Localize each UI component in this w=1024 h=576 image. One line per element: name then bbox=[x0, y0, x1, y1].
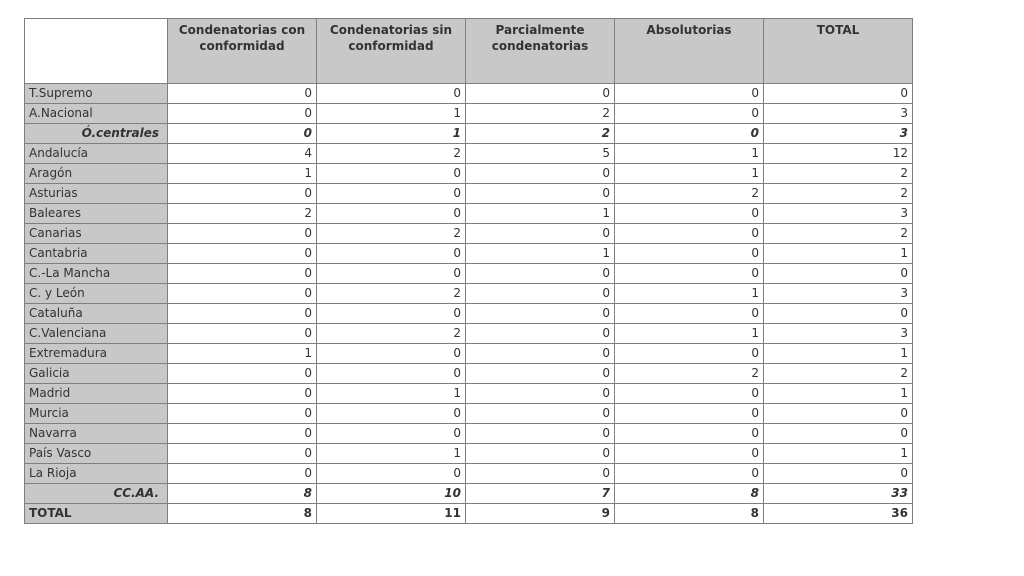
table-cell: 0 bbox=[168, 464, 317, 484]
column-header-condenatorias-sin-conformidad: Condenatorias sin conformidad bbox=[317, 19, 466, 84]
table-row bbox=[25, 244, 913, 264]
row-label: Galicia bbox=[25, 364, 168, 384]
table-cell: 0 bbox=[466, 84, 615, 104]
table-cell: 0 bbox=[168, 404, 317, 424]
table-cell: 4 bbox=[168, 144, 317, 164]
table-cell: 7 bbox=[466, 484, 615, 504]
table-cell: 12 bbox=[764, 144, 913, 164]
table-cell: 5 bbox=[466, 144, 615, 164]
row-label: Asturias bbox=[25, 184, 168, 204]
table-body bbox=[25, 84, 913, 524]
table-cell: 0 bbox=[615, 224, 764, 244]
table-cell: 0 bbox=[466, 184, 615, 204]
row-label: Canarias bbox=[25, 224, 168, 244]
header-row bbox=[25, 19, 913, 84]
table-cell: 0 bbox=[168, 264, 317, 284]
table-cell: 0 bbox=[466, 224, 615, 244]
row-label: País Vasco bbox=[25, 444, 168, 464]
table-cell: 1 bbox=[466, 204, 615, 224]
table-cell: 3 bbox=[764, 124, 913, 144]
table-cell: 0 bbox=[764, 84, 913, 104]
table-row bbox=[25, 84, 913, 104]
table-cell: 0 bbox=[168, 224, 317, 244]
table-cell: 0 bbox=[466, 364, 615, 384]
table-cell: 0 bbox=[466, 384, 615, 404]
table-cell: 0 bbox=[466, 344, 615, 364]
table-cell: 0 bbox=[466, 304, 615, 324]
table-cell: 3 bbox=[764, 284, 913, 304]
table-cell: 0 bbox=[168, 84, 317, 104]
table-row bbox=[25, 264, 913, 284]
table-row bbox=[25, 224, 913, 244]
table-cell: 0 bbox=[466, 284, 615, 304]
table-cell: 0 bbox=[317, 404, 466, 424]
sentences-table bbox=[24, 18, 913, 524]
table-cell: 2 bbox=[615, 364, 764, 384]
subtotal-row bbox=[25, 484, 913, 504]
row-label: Andalucía bbox=[25, 144, 168, 164]
table-row bbox=[25, 384, 913, 404]
table-cell: 1 bbox=[764, 244, 913, 264]
table-cell: 1 bbox=[168, 344, 317, 364]
table-row bbox=[25, 304, 913, 324]
row-label: Cantabria bbox=[25, 244, 168, 264]
table-cell: 2 bbox=[168, 204, 317, 224]
row-label: Madrid bbox=[25, 384, 168, 404]
table-cell: 0 bbox=[168, 244, 317, 264]
table-cell: 2 bbox=[764, 224, 913, 244]
table-cell: 11 bbox=[317, 504, 466, 524]
table-cell: 3 bbox=[764, 104, 913, 124]
table-cell: 0 bbox=[615, 404, 764, 424]
table-cell: 8 bbox=[615, 484, 764, 504]
column-header-condenatorias-con-conformidad: Condenatorias con conformidad bbox=[168, 19, 317, 84]
table-cell: 0 bbox=[466, 464, 615, 484]
table-cell: 2 bbox=[764, 184, 913, 204]
table-cell: 0 bbox=[168, 184, 317, 204]
table-row bbox=[25, 204, 913, 224]
table-cell: 0 bbox=[466, 164, 615, 184]
table-cell: 0 bbox=[168, 324, 317, 344]
table-cell: 0 bbox=[317, 204, 466, 224]
row-label: Cataluña bbox=[25, 304, 168, 324]
table-cell: 3 bbox=[764, 324, 913, 344]
table-cell: 2 bbox=[317, 284, 466, 304]
table-cell: 1 bbox=[615, 164, 764, 184]
table-row bbox=[25, 324, 913, 344]
row-label: Navarra bbox=[25, 424, 168, 444]
table-cell: 0 bbox=[317, 164, 466, 184]
table-cell: 2 bbox=[317, 224, 466, 244]
table-cell: 0 bbox=[615, 244, 764, 264]
table-row bbox=[25, 144, 913, 164]
table-cell: 2 bbox=[466, 124, 615, 144]
table-cell: 0 bbox=[466, 424, 615, 444]
table-cell: 1 bbox=[764, 444, 913, 464]
table-cell: 0 bbox=[168, 444, 317, 464]
table-cell: 0 bbox=[466, 404, 615, 424]
table-row bbox=[25, 344, 913, 364]
table-cell: 0 bbox=[317, 244, 466, 264]
table-cell: 1 bbox=[317, 124, 466, 144]
table-cell: 1 bbox=[466, 244, 615, 264]
table-cell: 0 bbox=[615, 84, 764, 104]
table-cell: 0 bbox=[764, 264, 913, 284]
table-cell: 0 bbox=[615, 264, 764, 284]
table-cell: 1 bbox=[615, 284, 764, 304]
table-cell: 0 bbox=[317, 464, 466, 484]
table-cell: 0 bbox=[764, 464, 913, 484]
table-cell: 0 bbox=[317, 304, 466, 324]
table-cell: 0 bbox=[615, 344, 764, 364]
table-cell: 0 bbox=[764, 404, 913, 424]
table-cell: 2 bbox=[764, 164, 913, 184]
table-cell: 0 bbox=[168, 384, 317, 404]
table-row bbox=[25, 404, 913, 424]
table-cell: 0 bbox=[615, 204, 764, 224]
table-cell: 0 bbox=[466, 444, 615, 464]
subtotal-row bbox=[25, 124, 913, 144]
column-header-absolutorias: Absolutorias bbox=[615, 19, 764, 84]
row-label: C.-La Mancha bbox=[25, 264, 168, 284]
table-cell: 33 bbox=[764, 484, 913, 504]
table-cell: 1 bbox=[615, 324, 764, 344]
table-cell: 0 bbox=[764, 304, 913, 324]
table-cell: 1 bbox=[317, 104, 466, 124]
row-label: La Rioja bbox=[25, 464, 168, 484]
row-label: Murcia bbox=[25, 404, 168, 424]
table-cell: 8 bbox=[615, 504, 764, 524]
table-cell: 1 bbox=[764, 344, 913, 364]
row-label: Ó.centrales bbox=[25, 124, 168, 144]
table-cell: 8 bbox=[168, 484, 317, 504]
table-cell: 2 bbox=[764, 364, 913, 384]
table-cell: 1 bbox=[317, 444, 466, 464]
table-cell: 2 bbox=[615, 184, 764, 204]
header-corner-cell bbox=[25, 19, 168, 84]
table-cell: 0 bbox=[168, 424, 317, 444]
row-label: C.Valenciana bbox=[25, 324, 168, 344]
table-cell: 1 bbox=[168, 164, 317, 184]
table-cell: 0 bbox=[615, 444, 764, 464]
row-label: Extremadura bbox=[25, 344, 168, 364]
table-cell: 1 bbox=[317, 384, 466, 404]
table-row bbox=[25, 444, 913, 464]
table-cell: 0 bbox=[764, 424, 913, 444]
table-row bbox=[25, 184, 913, 204]
row-label: TOTAL bbox=[25, 504, 168, 524]
table-cell: 0 bbox=[466, 264, 615, 284]
table-row bbox=[25, 284, 913, 304]
table-cell: 0 bbox=[615, 464, 764, 484]
column-header-total: TOTAL bbox=[764, 19, 913, 84]
table-cell: 0 bbox=[615, 384, 764, 404]
row-label: CC.AA. bbox=[25, 484, 168, 504]
table-cell: 0 bbox=[317, 264, 466, 284]
table-cell: 2 bbox=[317, 144, 466, 164]
table-cell: 3 bbox=[764, 204, 913, 224]
table-cell: 0 bbox=[317, 344, 466, 364]
table-row bbox=[25, 364, 913, 384]
table-cell: 8 bbox=[168, 504, 317, 524]
table-cell: 0 bbox=[615, 424, 764, 444]
table-cell: 2 bbox=[466, 104, 615, 124]
table-cell: 2 bbox=[317, 324, 466, 344]
row-label: A.Nacional bbox=[25, 104, 168, 124]
row-label: C. y León bbox=[25, 284, 168, 304]
table-row bbox=[25, 464, 913, 484]
table-cell: 1 bbox=[615, 144, 764, 164]
table-cell: 0 bbox=[168, 104, 317, 124]
total-row bbox=[25, 504, 913, 524]
table-cell: 1 bbox=[764, 384, 913, 404]
table-cell: 0 bbox=[317, 184, 466, 204]
table-cell: 0 bbox=[466, 324, 615, 344]
table-cell: 0 bbox=[317, 364, 466, 384]
sentences-table-container bbox=[24, 18, 913, 524]
row-label: T.Supremo bbox=[25, 84, 168, 104]
table-cell: 0 bbox=[615, 104, 764, 124]
table-cell: 0 bbox=[168, 284, 317, 304]
table-row bbox=[25, 104, 913, 124]
table-cell: 0 bbox=[168, 364, 317, 384]
table-cell: 10 bbox=[317, 484, 466, 504]
column-header-parcialmente-condenatorias: Parcialmente condenatorias bbox=[466, 19, 615, 84]
table-cell: 0 bbox=[615, 124, 764, 144]
row-label: Aragón bbox=[25, 164, 168, 184]
table-cell: 0 bbox=[317, 84, 466, 104]
table-cell: 0 bbox=[168, 304, 317, 324]
row-label: Baleares bbox=[25, 204, 168, 224]
table-cell: 36 bbox=[764, 504, 913, 524]
table-cell: 9 bbox=[466, 504, 615, 524]
table-cell: 0 bbox=[317, 424, 466, 444]
table-header bbox=[25, 19, 913, 84]
table-cell: 0 bbox=[615, 304, 764, 324]
table-cell: 0 bbox=[168, 124, 317, 144]
table-row bbox=[25, 424, 913, 444]
table-row bbox=[25, 164, 913, 184]
